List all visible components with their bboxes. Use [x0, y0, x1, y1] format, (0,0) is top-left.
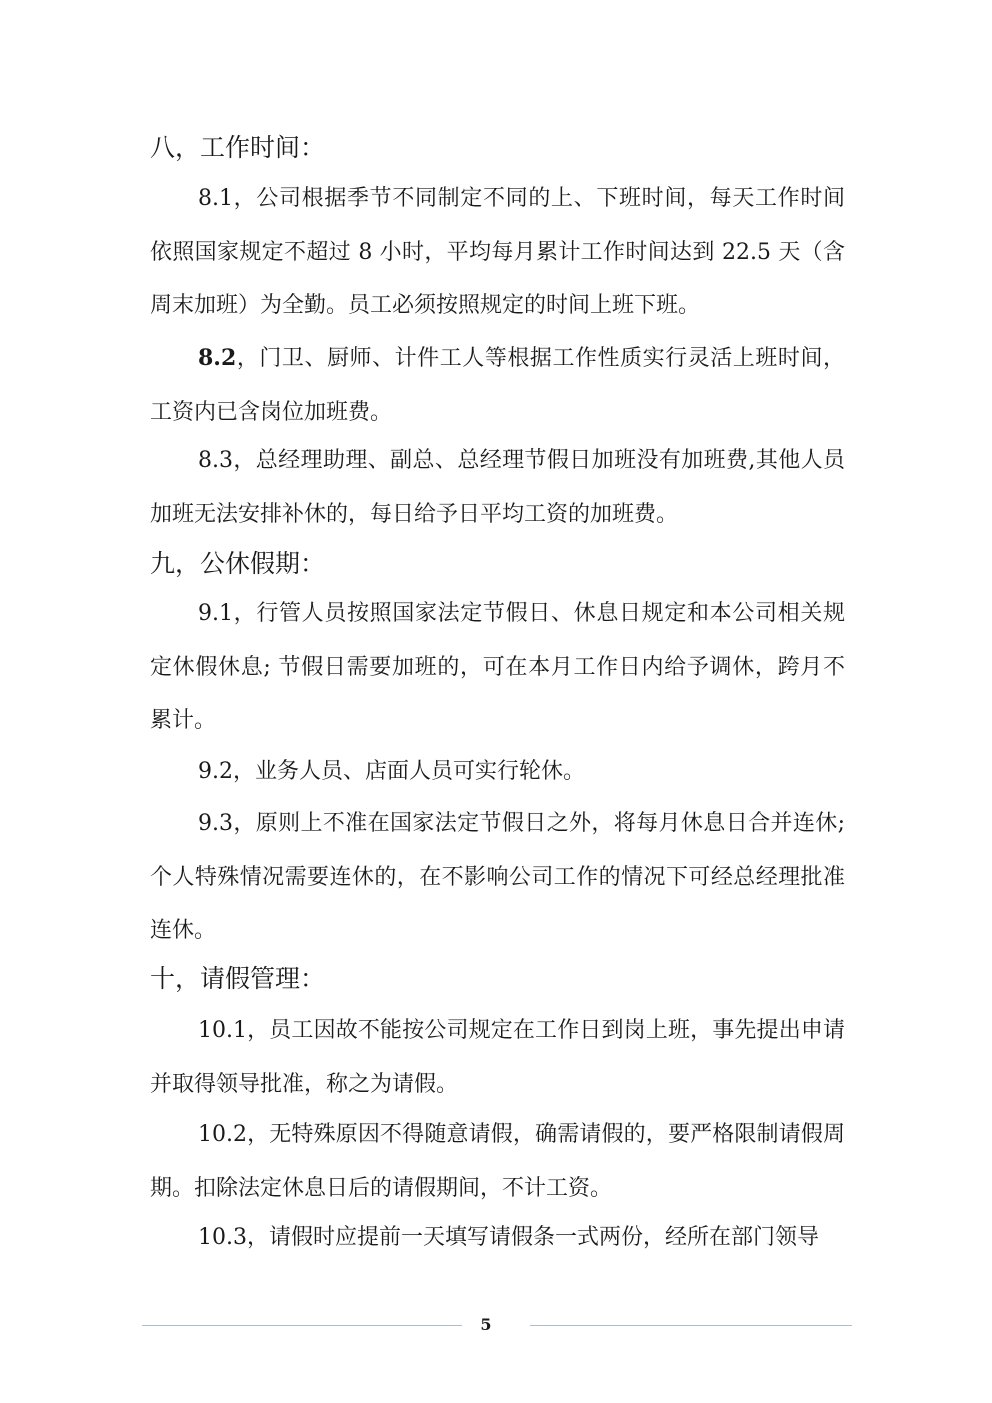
paragraph-8-2	[150, 332, 845, 439]
section-heading-public-holidays: 九，公休假期：	[150, 549, 326, 578]
paragraph-8-3-text: 8.3，总经理助理、副总、总经理节假日加班没有加班费,其他人员加班无法安排补休的，每日给予日平均工资的加班费。	[150, 448, 845, 527]
paragraph-10-3	[150, 1211, 845, 1265]
paragraph-9-2	[150, 745, 845, 799]
paragraph-9-3-text: 9.3，原则上不准在国家法定节假日之外，将每月休息日合并连休; 个人特殊情况需要连休的，在不影响公司工作的情况下可经总经理批准连休。	[150, 811, 845, 943]
paragraph-9-3	[150, 797, 845, 958]
paragraph-9-1-text: 9.1，行管人员按照国家法定节假日、休息日规定和本公司相关规定休假休息; 节假日需要加班的，可在本月工作日内给予调休，跨月不累计。	[150, 601, 845, 733]
paragraph-8-2-number: 8.2	[198, 345, 237, 371]
paragraph-8-1	[150, 172, 845, 333]
paragraph-8-1-text: 8.1，公司根据季节不同制定不同的上、下班时间，每天工作时间依照国家规定不超过 8 小时，平均每月累计工作时间达到 22.5 天（含周末加班）为全勤。员工必须按照规定的时间上班下班。	[150, 186, 845, 318]
paragraph-10-1	[150, 1004, 845, 1111]
footer-divider-right	[530, 1325, 852, 1326]
paragraph-9-1	[150, 587, 845, 748]
page-number: 5	[480, 1315, 492, 1334]
paragraph-10-2	[150, 1108, 845, 1215]
paragraph-10-1-text: 10.1，员工因故不能按公司规定在工作日到岗上班，事先提出申请并取得领导批准，称之为请假。	[150, 1018, 845, 1097]
paragraph-8-2-text: ，门卫、厨师、计件工人等根据工作性质实行灵活上班时间，工资内已含岗位加班费。	[150, 346, 845, 425]
paragraph-10-3-text: 10.3，请假时应提前一天填写请假条一式两份，经所在部门领导	[198, 1225, 819, 1250]
paragraph-9-2-text: 9.2，业务人员、店面人员可实行轮休。	[198, 759, 585, 784]
section-heading-work-hours: 八，工作时间：	[150, 133, 326, 162]
paragraph-10-2-text: 10.2，无特殊原因不得随意请假，确需请假的，要严格限制请假周期。扣除法定休息日后的请假期间，不计工资。	[150, 1122, 845, 1201]
section-heading-leave-management: 十，请假管理：	[150, 964, 326, 993]
footer-divider-left	[142, 1325, 462, 1326]
paragraph-8-3	[150, 434, 845, 541]
